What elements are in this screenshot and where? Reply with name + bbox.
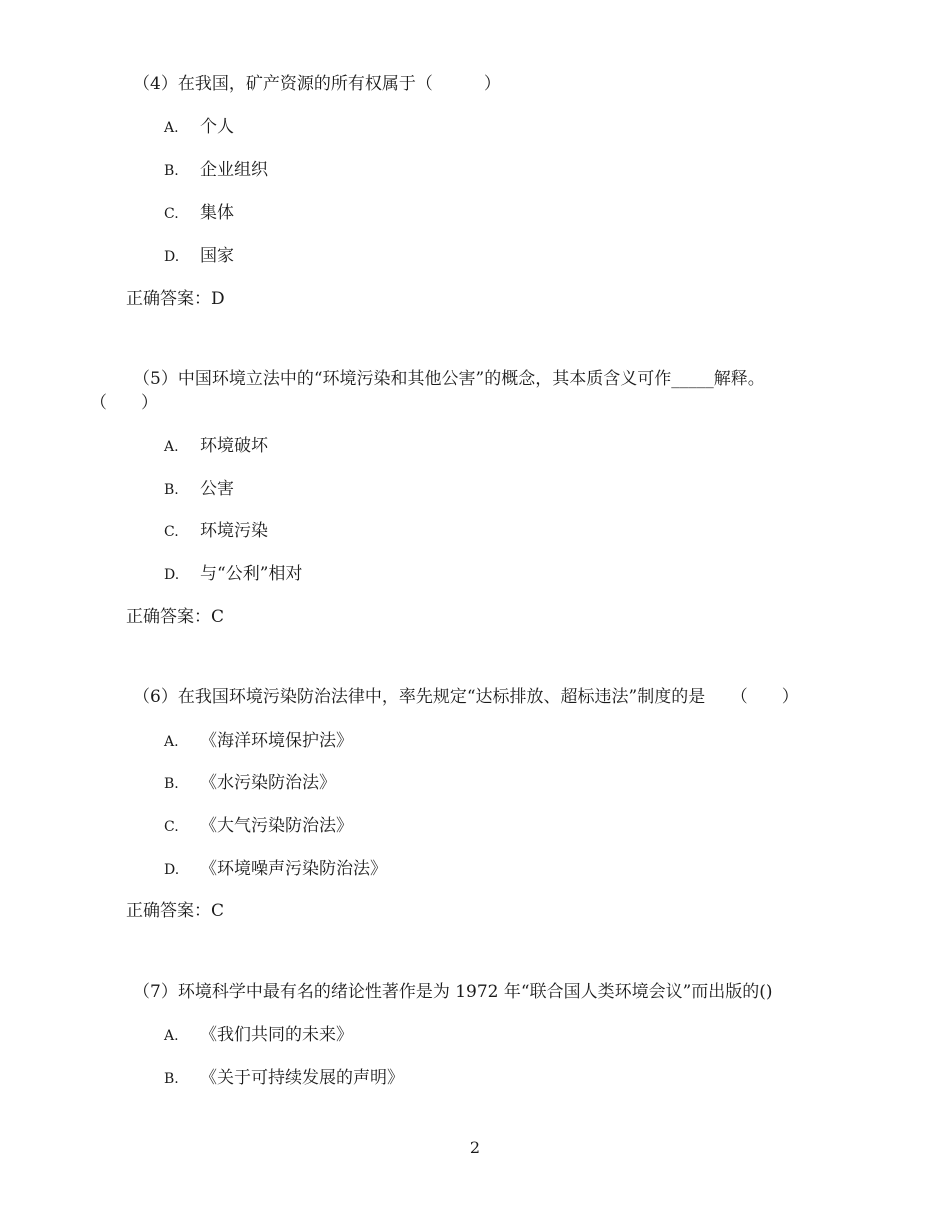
option-text: 《关于可持续发展的声明》 <box>200 1068 404 1088</box>
question-6-answer: 正确答案：C <box>126 901 225 921</box>
option-letter: A. <box>164 734 179 750</box>
option-letter: B. <box>164 776 179 792</box>
question-5-option-d <box>164 563 302 586</box>
option-text: 集体 <box>200 203 234 223</box>
option-letter: B. <box>164 482 179 498</box>
option-letter: B. <box>164 163 179 179</box>
question-5-option-a <box>164 435 268 458</box>
question-6-option-a <box>164 730 353 753</box>
question-5-stem-continuation: （ ） <box>90 393 158 413</box>
page-number: 2 <box>469 1138 481 1157</box>
option-letter: A. <box>164 1028 179 1044</box>
question-4-option-c <box>164 202 234 225</box>
question-7-option-a <box>164 1024 353 1047</box>
question-6-option-b <box>164 772 336 795</box>
question-4-option-d <box>164 245 234 268</box>
question-6-stem: （6）在我国环境污染防治法律中，率先规定“达标排放、超标违法”制度的是 （ ） <box>133 687 799 707</box>
option-text: 环境污染 <box>200 521 268 541</box>
question-5-answer: 正确答案：C <box>126 607 225 627</box>
option-letter: A. <box>164 439 179 455</box>
question-6-option-d <box>164 858 387 881</box>
option-text: 《环境噪声污染防治法》 <box>200 859 387 879</box>
option-text: 国家 <box>200 246 234 266</box>
option-letter: D. <box>164 862 180 878</box>
question-4-option-b <box>164 159 268 182</box>
question-6-option-c <box>164 815 353 838</box>
option-letter: B. <box>164 1071 179 1087</box>
question-7-option-b <box>164 1067 404 1090</box>
question-5-stem: （5）中国环境立法中的“环境污染和其他公害”的概念，其本质含义可作_____解释。 <box>133 369 765 389</box>
option-text: 《水污染防治法》 <box>200 773 336 793</box>
question-4-stem: （4）在我国，矿产资源的所有权属于（ ） <box>133 74 501 94</box>
option-letter: D. <box>164 567 180 583</box>
question-7-stem: （7）环境科学中最有名的绪论性著作是为 1972 年“联合国人类环境会议”而出版的() <box>133 982 773 1002</box>
option-text: 《大气污染防治法》 <box>200 816 353 836</box>
question-4-option-a <box>164 116 234 139</box>
option-text: 环境破坏 <box>200 436 268 456</box>
option-text: 企业组织 <box>200 160 268 180</box>
option-letter: C. <box>164 524 179 540</box>
option-letter: D. <box>164 249 180 265</box>
option-text: 公害 <box>200 479 234 499</box>
question-5-option-c <box>164 520 268 543</box>
option-text: 个人 <box>200 117 234 137</box>
option-text: 《我们共同的未来》 <box>200 1025 353 1045</box>
question-5-option-b <box>164 478 234 501</box>
question-4-answer: 正确答案：D <box>126 289 225 309</box>
option-letter: A. <box>164 120 179 136</box>
option-text: 与“公利”相对 <box>200 564 303 584</box>
option-text: 《海洋环境保护法》 <box>200 731 353 751</box>
option-letter: C. <box>164 819 179 835</box>
option-letter: C. <box>164 206 179 222</box>
